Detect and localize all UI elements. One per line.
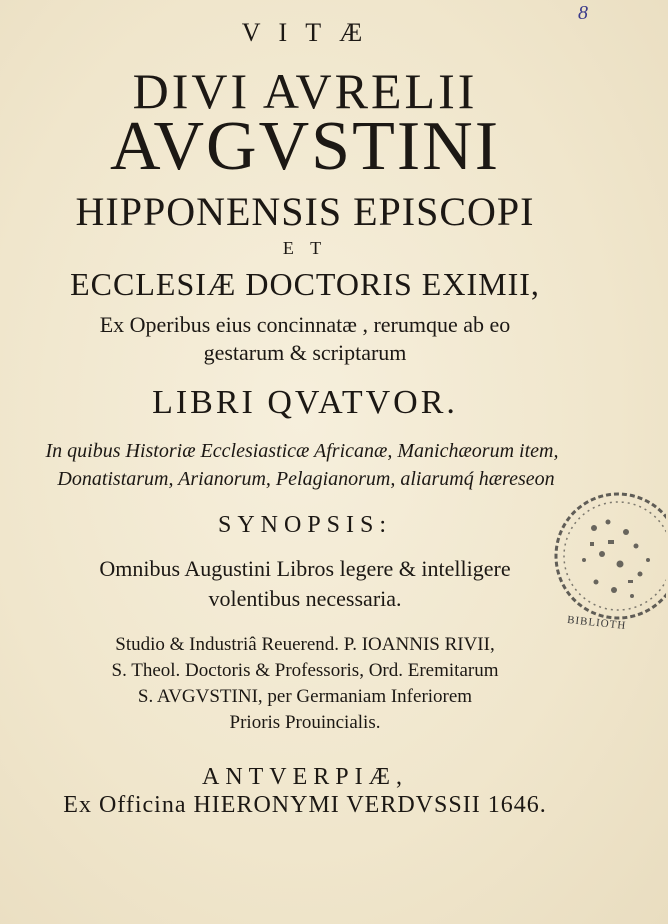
contents-line-2: Donatistarum, Arianorum, Pelagianorum, aliarumq́ hæreseon	[57, 468, 555, 490]
subtitle-line-2: gestarum & scriptarum	[203, 340, 407, 365]
synopsis-heading: SYNOPSIS:	[217, 512, 393, 538]
imprint-city: ANTVERPIÆ,	[201, 764, 408, 790]
author-line-4: Prioris Prouincialis.	[229, 712, 381, 733]
title-line-augustini: AVGVSTINI	[109, 108, 501, 185]
handwritten-page-number: 8	[578, 2, 588, 24]
title-line-ecclesiae: ECCLESIÆ DOCTORIS EXIMII,	[70, 266, 540, 302]
libri-quatuor: LIBRI QVATVOR.	[152, 384, 458, 421]
author-line-1: Studio & Industriâ Reuerend. P. IOANNIS RIVII,	[115, 634, 495, 655]
title-line-divi-aurelii: DIVI AVRELII	[132, 63, 478, 119]
stamp-lettering: BIBLIOTH	[566, 613, 627, 633]
omnibus-line-1: Omnibus Augustini Libros legere & intelligere	[99, 556, 511, 581]
author-line-2: S. Theol. Doctoris & Professoris, Ord. Eremitarum	[111, 660, 499, 681]
imprint-officina: Ex Officina HIERONYMI VERDVSSII 1646.	[63, 792, 547, 818]
title-line-hipponensis: HIPPONENSIS EPISCOPI	[75, 189, 535, 234]
omnibus-line-2: volentibus necessaria.	[208, 586, 402, 611]
title-line-vitae: V I T Æ	[241, 18, 369, 47]
subtitle-line-1: Ex Operibus eius concinnatæ , rerumque ab eo	[99, 312, 511, 337]
contents-line-1: In quibus Historiæ Ecclesiasticæ Africanæ, Manichæorum item,	[45, 440, 559, 462]
author-line-3: S. AVGVSTINI, per Germaniam Inferiorem	[137, 686, 473, 707]
title-line-et: E T	[282, 238, 328, 258]
